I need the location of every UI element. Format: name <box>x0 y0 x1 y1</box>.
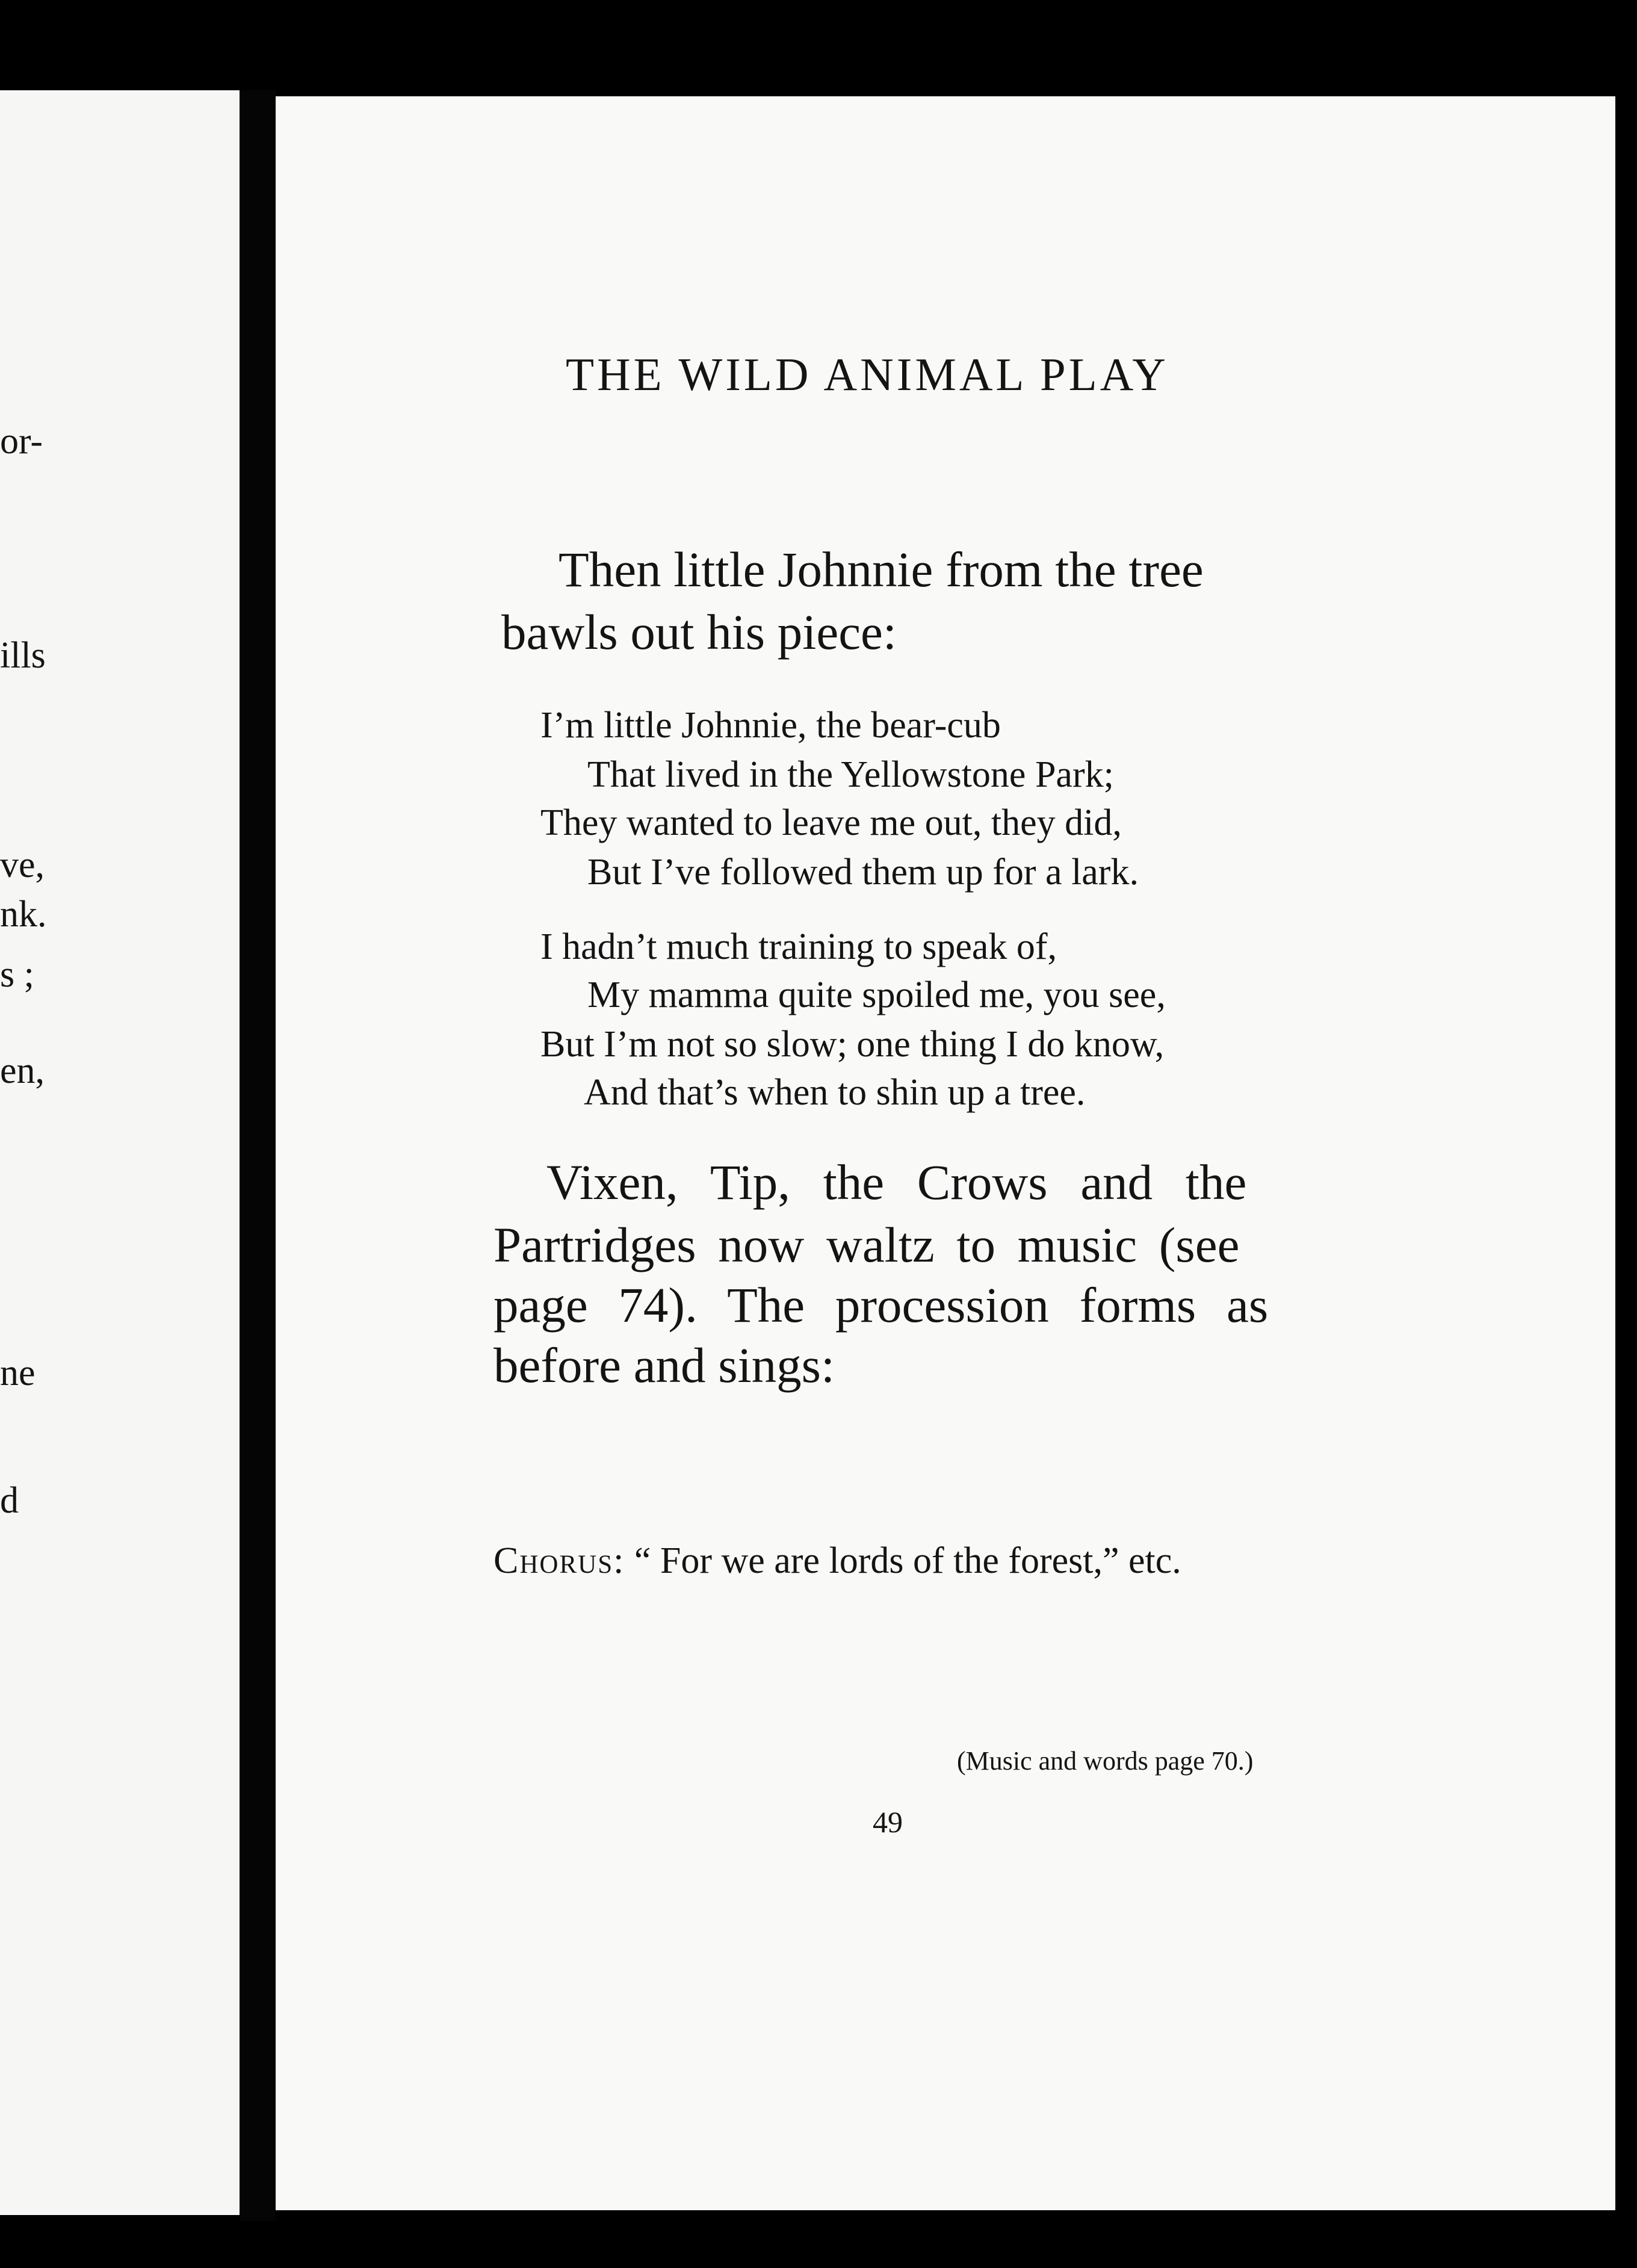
intro-line: bawls out his piece: <box>501 604 897 660</box>
previous-page-line-end: nk. <box>0 894 47 935</box>
previous-page-line-end: ve, <box>0 844 45 885</box>
page-number: 49 <box>873 1805 903 1839</box>
previous-page-line-end: en, <box>0 1050 45 1091</box>
verse-line: My mamma quite spoiled me, you see, <box>587 974 1166 1015</box>
verse-line: That lived in the Yellowstone Park; <box>587 754 1114 795</box>
music-reference-note: (Music and words page 70.) <box>957 1746 1254 1776</box>
verse-line: I hadn’t much training to speak of, <box>540 926 1057 967</box>
chorus-label: Chorus: <box>494 1540 625 1581</box>
direction-line: Vixen, Tip, the Crows and the <box>546 1154 1247 1210</box>
verse-line: But I’m not so slow; one thing I do know, <box>540 1024 1165 1065</box>
verse-line: But I’ve followed them up for a lark. <box>587 852 1139 893</box>
direction-line: before and sings: <box>494 1337 835 1393</box>
previous-page-fragment <box>0 90 240 2215</box>
intro-line: Then little Johnnie from the tree <box>559 542 1204 597</box>
chorus-text: “ For we are lords of the forest,” etc. <box>634 1540 1181 1581</box>
verse-line: I’m little Johnnie, the bear-cub <box>540 705 1001 746</box>
chorus-line <box>494 1540 1181 1582</box>
previous-page-line-end: s ; <box>0 954 34 995</box>
direction-line: page 74). The procession forms as <box>494 1277 1269 1333</box>
book-gutter <box>240 90 276 2221</box>
verse-line: And that’s when to shin up a tree. <box>584 1072 1086 1113</box>
verse-line: They wanted to leave me out, they did, <box>540 802 1122 843</box>
previous-page-line-end: ills <box>0 635 46 676</box>
book-page <box>276 96 1615 2210</box>
direction-line: Partridges now waltz to music (see <box>494 1217 1240 1272</box>
previous-page-line-end: ne <box>0 1352 36 1393</box>
running-head: THE WILD ANIMAL PLAY <box>566 349 1169 400</box>
previous-page-line-end: d <box>0 1480 19 1521</box>
previous-page-line-end: or- <box>0 421 43 462</box>
